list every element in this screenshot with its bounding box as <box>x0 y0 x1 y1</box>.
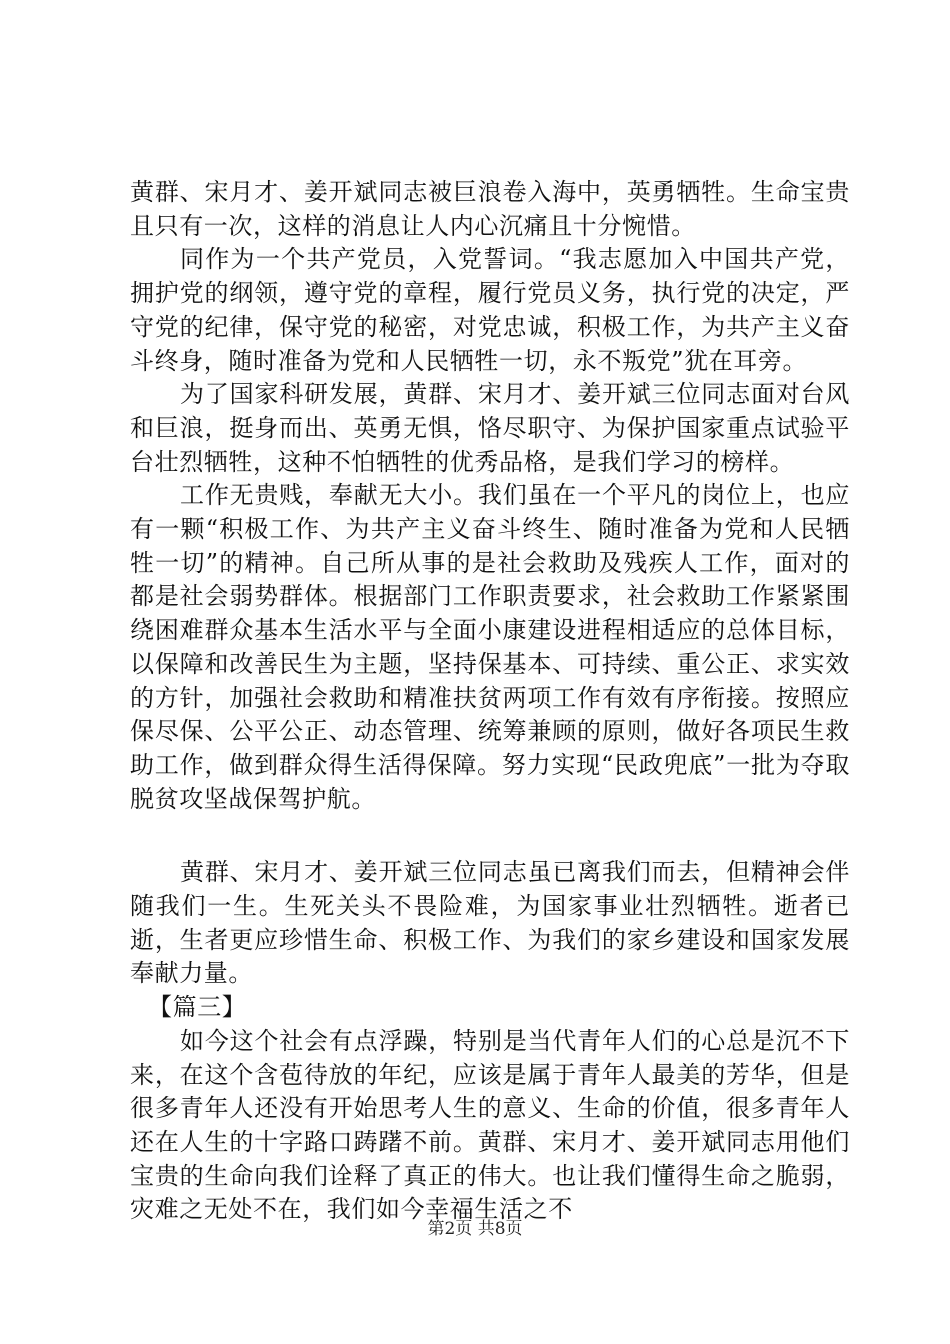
paragraph-4: 工作无贵贱，奉献无大小。我们虽在一个平凡的岗位上，也应有一颗“积极工作、为共产主义奋斗终生、随时准备为党和人民牺牲一切”的精神。自己所从事的是社会救助及残疾人工作，面对的都是社会弱势群体。根据部门工作职责要求，社会救助工作紧紧围绕困难群众基本生活水平与全面小康建设进程相适应的总体目标，以保障和改善民生为主题，坚持保基本、可持续、重公正、求实效的方针，加强社会救助和精准扶贫两项工作有效有序衔接。按照应保尽保、公平公正、动态管理、统筹兼顾的原则，做好各项民生救助工作，做到群众得生活得保障。努力实现“民政兜底”一批为夺取脱贫攻坚战保驾护航。 <box>130 481 850 813</box>
paragraph-spacer <box>130 816 850 856</box>
section-heading: 【篇三】 <box>148 993 247 1022</box>
paragraph-1: 黄群、宋月才、姜开斌同志被巨浪卷入海中，英勇牺牲。生命宝贵且只有一次，这样的消息让人内心沉痛且十分惋惜。 <box>130 178 850 240</box>
paragraph-3: 为了国家科研发展，黄群、宋月才、姜开斌三位同志面对台风和巨浪，挺身而出、英勇无惧，恪尽职守、为保护国家重点试验平台壮烈牺牲，这种不怕牺牲的优秀品格，是我们学习的榜样。 <box>130 380 850 476</box>
paragraph-6: 如今这个社会有点浮躁，特别是当代青年人们的心总是沉不下来，在这个含苞待放的年纪，应该是属于青年人最美的芳华，但是很多青年人还没有开始思考人生的意义、生命的价值，很多青年人还在人生的十字路口踌躇不前。黄群、宋月才、姜开斌同志用他们宝贵的生命向我们诠释了真正的伟大。也让我们懂得生命之脆弱，灾难之无处不在，我们如今幸福生活之不 <box>130 1026 850 1224</box>
paragraph-2: 同作为一个共产党员，入党誓词。“我志愿加入中国共产党，拥护党的纲领，遵守党的章程，履行党员义务，执行党的决定，严守党的纪律，保守党的秘密，对党忠诚，积极工作，为共产主义奋斗终身，随时准备为党和人民牺牲一切，永不叛党”犹在耳旁。 <box>130 245 850 375</box>
paragraph-5: 黄群、宋月才、姜开斌三位同志虽已离我们而去，但精神会伴随我们一生。生死关头不畏险难，为国家事业壮烈牺牲。逝者已逝，生者更应珍惜生命、积极工作、为我们的家乡建设和国家发展奉献力量。 <box>130 858 850 988</box>
page-footer: 第2页 共8页 <box>427 1219 523 1239</box>
document-body <box>130 176 850 1227</box>
